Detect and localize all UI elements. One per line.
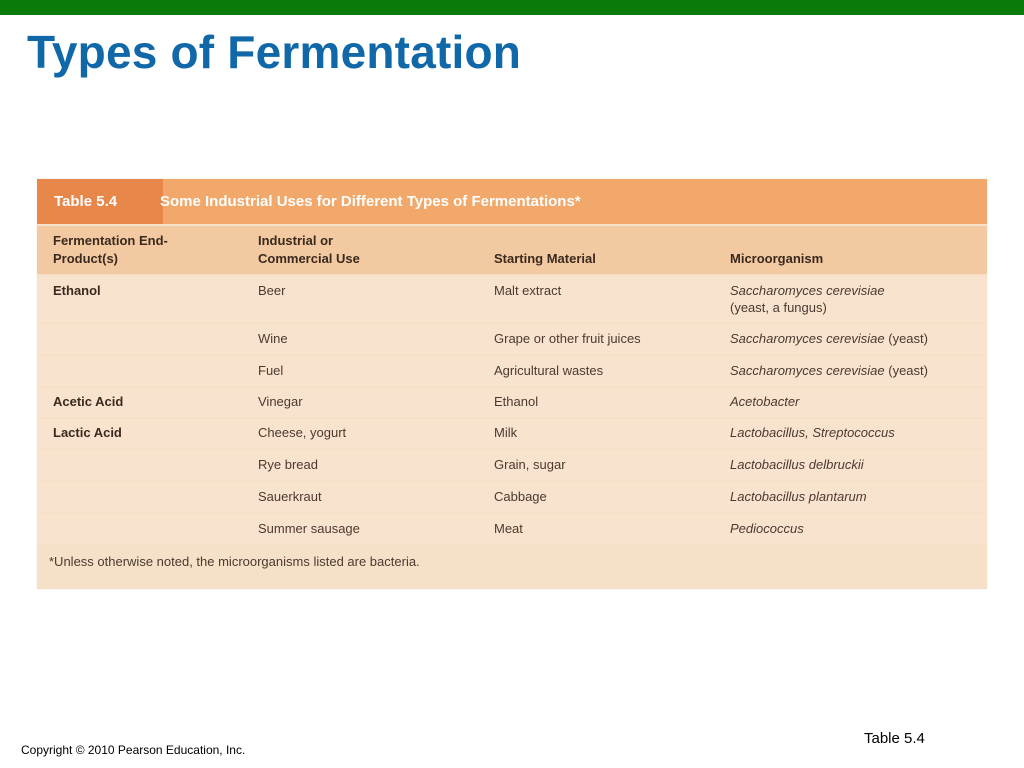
copyright-notice: Copyright © 2010 Pearson Education, Inc.	[21, 743, 246, 757]
use-cell: Wine	[258, 331, 288, 346]
end-product-cell: Ethanol	[53, 283, 101, 298]
organism-name: Saccharomyces cerevisiae	[730, 331, 885, 346]
column-header-use: Industrial or Commercial Use	[258, 233, 360, 266]
table-caption: Some Industrial Uses for Different Types of Fermentations*	[160, 193, 581, 210]
column-header-organism: Microorganism	[730, 251, 824, 266]
organism-note: (yeast)	[884, 331, 928, 346]
table-footnote-row	[37, 546, 987, 589]
top-accent-bar	[0, 0, 1024, 15]
use-cell: Vinegar	[258, 394, 303, 409]
slide-title: Types of Fermentation	[27, 26, 522, 78]
organism-cell: Pediococcus	[730, 521, 804, 536]
organism-note-cell: (yeast, a fungus)	[730, 300, 827, 315]
material-cell: Grape or other fruit juices	[494, 331, 641, 346]
use-cell: Beer	[258, 283, 286, 298]
column-header-row	[37, 226, 987, 274]
material-cell: Grain, sugar	[494, 457, 566, 472]
organism-cell: Lactobacillus plantarum	[730, 489, 867, 504]
material-cell: Milk	[494, 425, 518, 440]
material-cell: Ethanol	[494, 394, 539, 409]
use-cell: Sauerkraut	[258, 489, 322, 504]
table-header-band	[37, 179, 987, 224]
table-row	[37, 324, 987, 354]
organism-cell: Lactobacillus, Streptococcus	[730, 425, 895, 440]
table-row	[37, 482, 987, 512]
column-header-end-product: Fermentation End-Product(s)	[53, 233, 168, 266]
slide-reference: Table 5.4	[864, 730, 925, 747]
material-cell: Meat	[494, 521, 523, 536]
column-header-material: Starting Material	[494, 251, 596, 266]
fermentation-table	[37, 179, 987, 589]
end-product-cell: Acetic Acid	[53, 394, 124, 409]
table-row	[37, 388, 987, 417]
table-footnote: *Unless otherwise noted, the microorganisms listed are bacteria.	[49, 554, 420, 569]
table-row	[37, 514, 987, 544]
organism-cell: Saccharomyces cerevisiae	[730, 283, 885, 298]
organism-cell-group	[730, 330, 928, 347]
organism-cell: Lactobacillus delbruckii	[730, 457, 864, 472]
table-row	[37, 419, 987, 448]
material-cell: Cabbage	[494, 489, 547, 504]
organism-name: Saccharomyces cerevisiae	[730, 363, 885, 378]
table-row	[37, 356, 987, 386]
use-cell: Fuel	[258, 363, 284, 378]
end-product-cell: Lactic Acid	[53, 425, 122, 440]
organism-cell-group	[730, 362, 928, 379]
organism-cell: Acetobacter	[730, 394, 800, 409]
table-number: Table 5.4	[37, 179, 163, 224]
organism-note: (yeast)	[884, 363, 928, 378]
material-cell: Agricultural wastes	[494, 363, 604, 378]
use-cell: Rye bread	[258, 457, 318, 472]
material-cell: Malt extract	[494, 283, 562, 298]
use-cell: Summer sausage	[258, 521, 360, 536]
use-cell: Cheese, yogurt	[258, 425, 347, 440]
table-row	[37, 450, 987, 480]
table-row	[37, 276, 987, 322]
